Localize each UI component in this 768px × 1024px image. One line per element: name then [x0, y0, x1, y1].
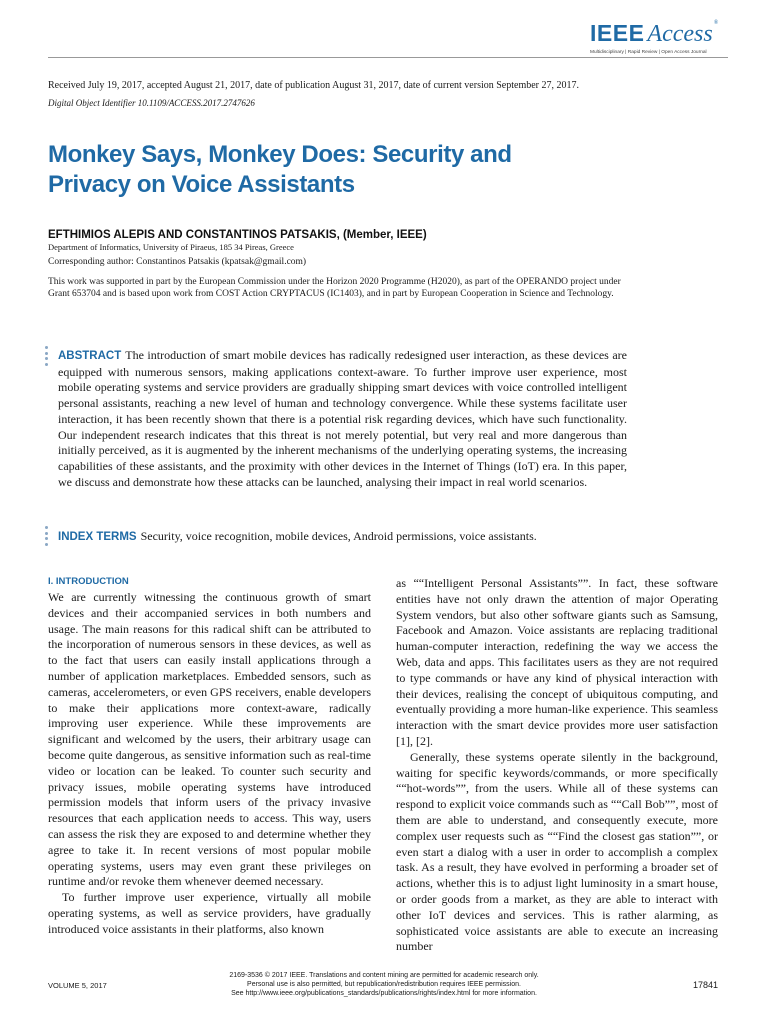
logo-trademark: ® — [713, 20, 719, 26]
copyright-line: 2169-3536 © 2017 IEEE. Translations and content mining are permitted for academic research only. — [229, 972, 539, 979]
index-terms-label: INDEX TERMS — [58, 531, 137, 543]
paragraph: To further improve user experience, virtually all mobile operating systems, as well as service providers, have gradually introduced voice assistants in their platforms, also known — [48, 890, 371, 936]
footer-volume: VOLUME 5, 2017 — [48, 981, 107, 990]
index-terms — [58, 529, 658, 545]
index-terms-dots-icon — [45, 526, 48, 546]
logo-access: Access — [647, 21, 713, 47]
logo-ieee: IEEE — [590, 20, 645, 46]
body-column-right — [396, 576, 718, 955]
title-line-2: Privacy on Voice Assistants — [48, 171, 355, 198]
section-heading: I. INTRODUCTION — [48, 576, 129, 587]
corresponding-author: Corresponding author: Constantinos Patsakis (kpatsak@gmail.com) — [48, 257, 307, 267]
logo-wordmark — [590, 20, 728, 48]
header-rule — [48, 57, 728, 58]
paragraph: as ““Intelligent Personal Assistants””. In fact, these software entities have not only drawn the attention of major Operating System vendors, but also other software giants such as Samsung, Facebook and Amazon. Voice assistants are replacing traditional human-computer interaction, redefining the way we access the Web, data and apps. This facilitates users as they are not required to type commands or have any kind of physical interaction with their devices, realising the concept of ubiquitous computing, and eventually providing a more human-like experience. This seamless interaction with the smart device provides more user satisfaction [1], [2]. — [396, 576, 718, 748]
footer-copyright — [190, 971, 578, 998]
paragraph: Generally, these systems operate silently in the background, waiting for specific keywords/commands, or more specifically ““hot-words””, from the users. While all of these systems can respond to explicit voice commands such as ““Call Bob””, most of them are able to understand, and consequently execute, more complex user requests such as ““Find the closest gas station””, or even start a dialog with a user in order to accomplish a complex task. As a result, they have evolved in performing a broader set of actions, whether this is to adjust light luminosity in a smart house, or order goods from a market, as they are able to interact with other IoT devices and services. This is rather alarming, as sophisticated voice assistants are able to execute an increasing number — [396, 749, 718, 954]
logo-tagline: Multidisciplinary | Rapid Review | Open Access Journal — [590, 50, 707, 55]
copyright-line: See http://www.ieee.org/publications_standards/publications/rights/index.html for more information. — [231, 990, 537, 997]
authors: EFTHIMIOS ALEPIS AND CONSTANTINOS PATSAKIS, (Member, IEEE) — [48, 229, 427, 241]
paper-title — [48, 140, 568, 200]
funding-note: This work was supported in part by the European Commission under the Horizon 2020 Programme (H2020), as part of the OPERANDO project under Grant 653704 and is based upon work from COST Action CRYPTACUS (IC1403), and in part by European Cooperation in Science and Technology. — [48, 277, 621, 299]
paragraph: We are currently witnessing the continuous growth of smart devices and their accompanied services in both numbers and usage. The main reasons for this radical shift can be attributed to the incorporation of numerous sensors in these devices, as well as to the fact that users can easily install applications through a number of application marketplaces. Embedded sensors, such as cameras, accelerometers, or even GPS receivers, enable developers to make their applications more context-aware, radically improving user experience. While these improvements are significant and welcomed by the users, their arbitrary usage can become quite dangerous, as sensitive information such as real-time video or location can be leaked. To counter such security and privacy issues, mobile operating systems have introduced permission models that inform users of the privacy invasive resources that each application needs to access. This way, users can assess the risk they are exposed to and determine whether they agree to take it. In recent versions of most popular mobile operating systems, users may even grant these privileges on runtime and/or revoke them whenever deemed necessary. — [48, 590, 371, 889]
abstract-label: ABSTRACT — [58, 350, 122, 362]
journal-logo — [590, 20, 728, 55]
abstract-text: The introduction of smart mobile devices has radically redesigned user interaction, as these devices are equipped with numerous sensors, making applications context-aware. To further improve user experience, most mobile operating systems and service providers are gradually shipping smart devices with voice controlled intelligent personal assistants, reaching a new level of human and technology convergence. While these systems facilitate user interaction, it has been recently shown that there is a potential risk regarding devices, which have such functionality. Our independent research indicates that this threat is not merely potential, but very real and more dangerous than initially perceived, as it is augmented by the inherent mechanisms of the underlying operating systems, the increasing capabilities of these assistants, and the proximity with other devices in the Internet of Things (IoT) era. In this paper, we discuss and demonstrate how these attacks can be launched, analysing their impact in real world scenarios. — [58, 348, 627, 489]
body-column-left — [48, 575, 371, 938]
title-line-1: Monkey Says, Monkey Does: Security and — [48, 141, 512, 168]
doi: Digital Object Identifier 10.1109/ACCESS.2017.2747626 — [48, 98, 255, 108]
publication-dates: Received July 19, 2017, accepted August 21, 2017, date of publication August 31, 2017, date of current version September 27, 2017. — [48, 80, 580, 91]
abstract — [58, 348, 627, 490]
affiliation: Department of Informatics, University of Piraeus, 185 34 Pireas, Greece — [48, 242, 294, 252]
copyright-line: Personal use is also permitted, but republication/redistribution requires IEEE permission. — [247, 981, 521, 988]
index-terms-text: Security, voice recognition, mobile devices, Android permissions, voice assistants. — [140, 529, 537, 543]
page-number: 17841 — [692, 980, 718, 990]
abstract-dots-icon — [45, 346, 48, 366]
